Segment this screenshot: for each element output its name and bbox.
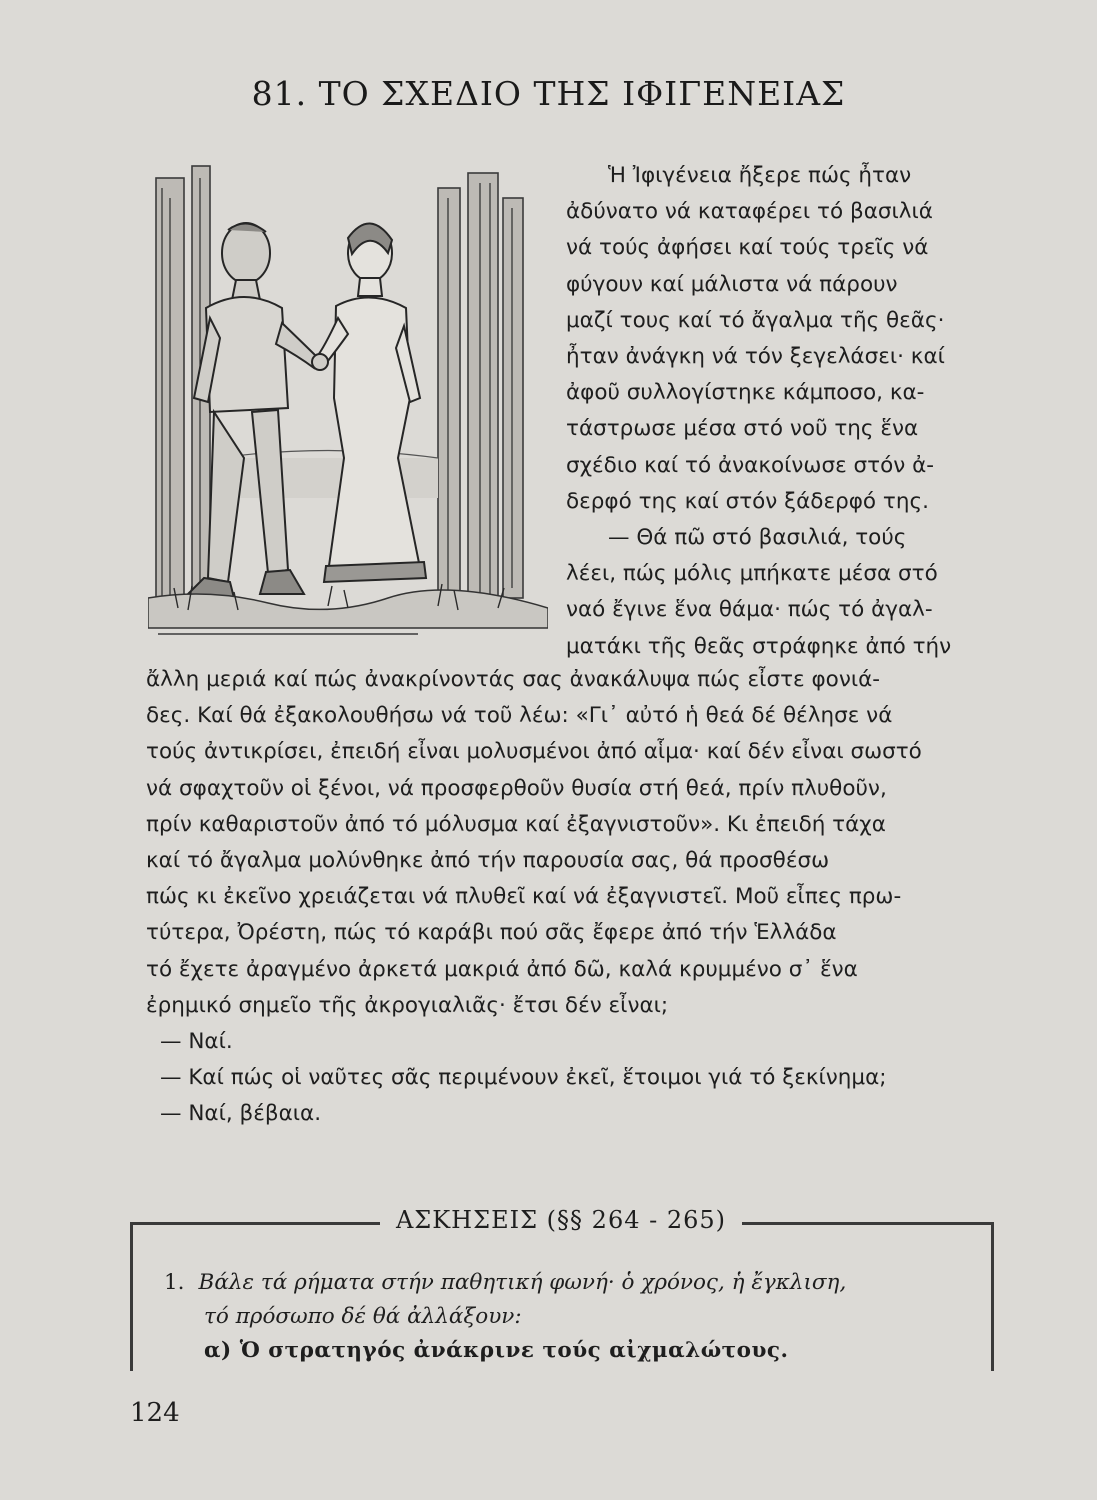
text-line: πρίν καθαριστοῦν ἀπό τό μόλυσμα καί ἐξαγνιστοῦν». Κι ἐπειδή τάχα bbox=[146, 811, 886, 837]
text-line: ἀδύνατο νά καταφέρει τό βασιλιά bbox=[566, 199, 933, 225]
text-line: τάστρωσε μέσα στό νοῦ της ἕνα bbox=[566, 416, 919, 442]
illustration-orestes-iphigenia bbox=[148, 158, 548, 648]
text-line: σχέδιο καί τό ἀνακοίνωσε στόν ἀ- bbox=[566, 452, 935, 478]
text-line: δες. Καί θά ἐξακολουθήσω νά τοῦ λέω: «Γι᾽ αὐτό ἡ θεά δέ θέλησε νά bbox=[146, 703, 893, 729]
text-line: ματάκι τῆς θεᾶς στράφηκε ἀπό τήν bbox=[566, 633, 952, 659]
text-line: ἄλλη μεριά καί πώς ἀνακρίνοντάς σας ἀνακάλυψα πώς εἶστε φονιά- bbox=[146, 667, 881, 692]
body-paragraph bbox=[146, 662, 994, 1133]
text-line: ἐρημικό σημεῖο τῆς ἀκρογιαλιᾶς· ἔτσι δέν εἶναι; bbox=[146, 992, 669, 1018]
text-line: τό ἔχετε ἀραγμένο ἀρκετά μακριά ἀπό δῶ, καλά κρυμμένο σ᾽ ἕνα bbox=[146, 956, 858, 982]
text-line: τύτερα, Ὀρέστη, πώς τό καράβι πού σᾶς ἔφερε ἀπό τήν Ἑλλάδα bbox=[146, 920, 837, 946]
page-number: 124 bbox=[130, 1398, 180, 1428]
exercise-item-1 bbox=[164, 1266, 964, 1334]
dialogue-line: — Καί πώς οἱ ναῦτες σᾶς περιμένουν ἐκεῖ, ἕτοιμοι γιά τό ξεκίνημα; bbox=[160, 1065, 887, 1091]
text-line: ἦταν ἀνάγκη νά τόν ξεγελάσει· καί bbox=[566, 344, 945, 370]
exercise-sentence-a: α) Ὁ στρατηγός ἀνάκρινε τούς αἰχμαλώτους. bbox=[204, 1338, 789, 1363]
exercise-number: 1. bbox=[164, 1270, 185, 1295]
text-line: δερφό της καί στόν ξάδερφό της. bbox=[566, 488, 929, 514]
exercises-heading-text: ΑΣΚΗΣΕΙΣ (§§ 264 - 265) bbox=[380, 1206, 742, 1234]
dialogue-line: — Ναί, βέβαια. bbox=[160, 1101, 322, 1127]
exercise-instruction-line1: Βάλε τά ρήματα στήν παθητική φωνή· ὁ χρόνος, ἡ ἔγκλιση, bbox=[198, 1270, 847, 1295]
exercise-instruction-line2: τό πρόσωπο δέ θά ἀλλάξουν: bbox=[204, 1304, 522, 1329]
chapter-title: 81. ΤΟ ΣΧΕΔΙΟ ΤΗΣ ΙΦΙΓΕΝΕΙΑΣ bbox=[251, 74, 846, 113]
text-line: Ἡ Ἰφιγένεια ἤξερε πώς ἦταν bbox=[608, 163, 912, 188]
illustration-drawing bbox=[148, 158, 548, 648]
text-line: πώς κι ἐκεῖνο χρειάζεται νά πλυθεῖ καί νά ἐξαγνιστεῖ. Μοῦ εἶπες πρω- bbox=[146, 884, 902, 910]
text-line: τούς ἀντικρίσει, ἐπειδή εἶναι μολυσμένοι ἀπό αἷμα· καί δέν εἶναι σωστό bbox=[146, 739, 922, 765]
exercises-box bbox=[130, 1204, 992, 1368]
text-line: — Θά πῶ στό βασιλιά, τούς bbox=[608, 525, 907, 551]
text-line: λέει, πώς μόλις μπήκατε μέσα στό bbox=[566, 561, 938, 587]
exercises-heading bbox=[130, 1204, 992, 1232]
text-line: ναό ἔγινε ἕνα θάμα· πώς τό ἀγαλ- bbox=[566, 597, 933, 623]
intro-paragraph bbox=[566, 158, 994, 665]
text-line: νά σφαχτοῦν οἱ ξένοι, νά προσφερθοῦν θυσία στή θεά, πρίν πλυθοῦν, bbox=[146, 775, 887, 801]
text-line: φύγουν καί μάλιστα νά πάρουν bbox=[566, 271, 898, 297]
text-line: καί τό ἄγαλμα μολύνθηκε ἀπό τήν παρουσία σας, θά προσθέσω bbox=[146, 848, 830, 874]
text-line: ἀφοῦ συλλογίστηκε κάμποσο, κα- bbox=[566, 380, 925, 406]
dialogue-line: — Ναί. bbox=[160, 1029, 233, 1055]
text-line: μαζί τους καί τό ἄγαλμα τῆς θεᾶς· bbox=[566, 307, 945, 333]
text-line: νά τούς ἀφήσει καί τούς τρεῖς νά bbox=[566, 235, 929, 261]
